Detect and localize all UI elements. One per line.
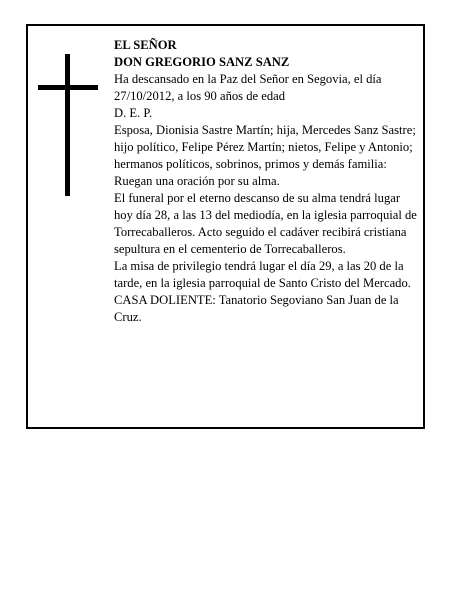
funeral-paragraph: El funeral por el eterno descanso de su alma tendrá lugar hoy día 28, a las 13 del mediodía, en la iglesia parroquial de Torrecaballeros. Acto seguido el cadáver recibirá cristiana sepultura en el cementerio de Torrecaballeros.	[114, 191, 417, 256]
prayer-request: Ruegan una oración por su alma.	[114, 174, 280, 188]
heading-title: EL SEÑOR	[114, 38, 177, 52]
casa-doliente-paragraph: CASA DOLIENTE: Tanatorio Segoviano San Juan de la Cruz.	[114, 293, 399, 324]
cross-horizontal-bar	[38, 85, 98, 90]
announcement-paragraph: Ha descansado en la Paz del Señor en Segovia, el día 27/10/2012, a los 90 años de edad	[114, 72, 382, 103]
mass-paragraph: La misa de privilegio tendrá lugar el día 29, a las 20 de la tarde, en la iglesia parroquial de Santo Cristo del Mercado.	[114, 259, 411, 290]
dep-line: D. E. P.	[114, 106, 153, 120]
obituary-text	[114, 37, 419, 326]
deceased-name: DON GREGORIO SANZ SANZ	[114, 55, 290, 69]
cross-icon	[38, 54, 98, 196]
cross-vertical-bar	[65, 54, 70, 196]
family-paragraph: Esposa, Dionisia Sastre Martín; hija, Mercedes Sanz Sastre; hijo político, Felipe Pérez Martín; nietos, Felipe y Antonio; hermanos políticos, sobrinos, primos y demás familia:	[114, 123, 416, 171]
